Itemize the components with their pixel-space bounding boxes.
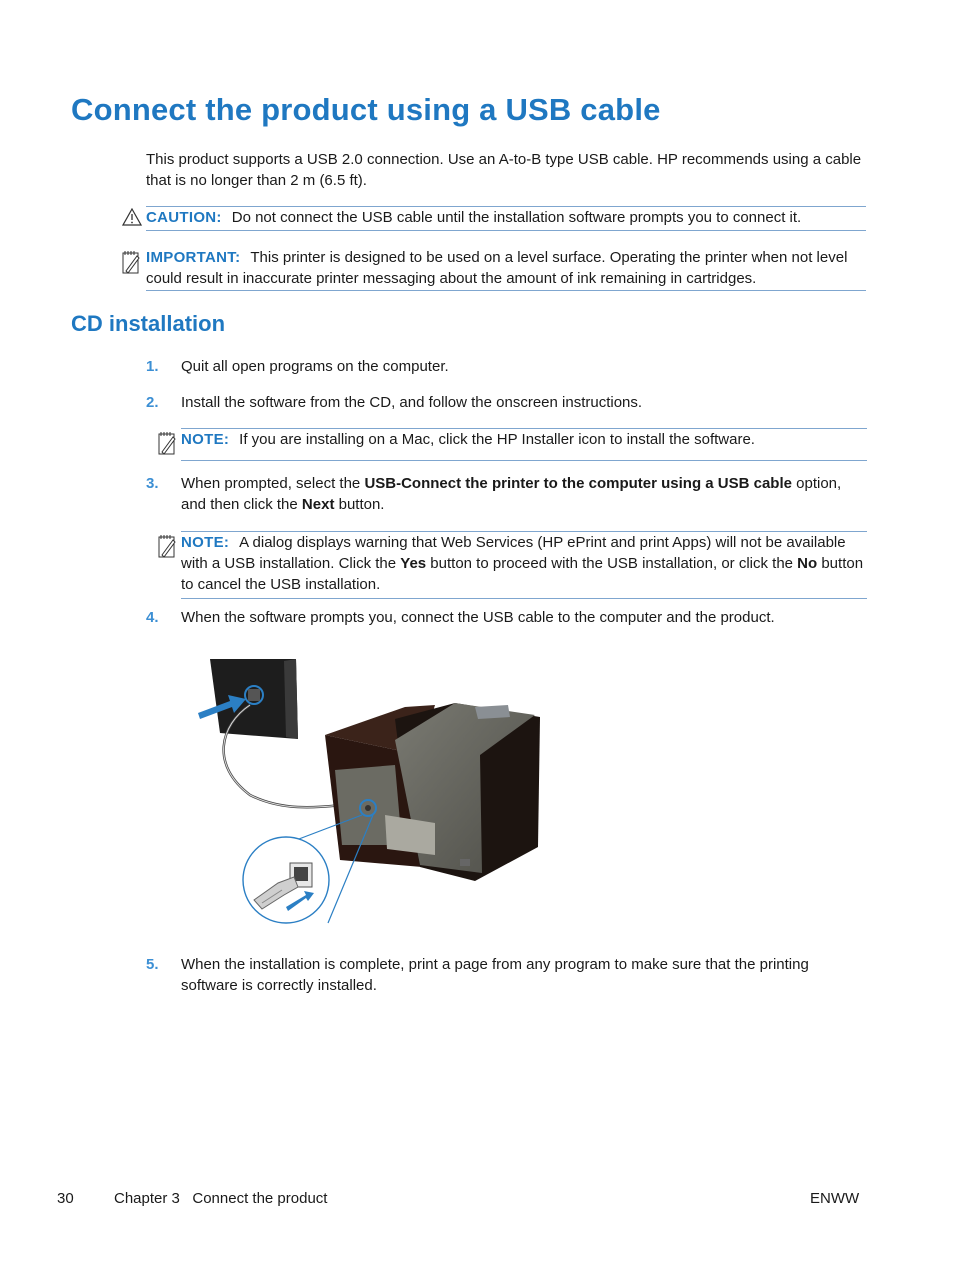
step-text: When the installation is complete, print a page from any program to make sure that the printing software is correctly installed. bbox=[181, 956, 809, 994]
step-text: When the software prompts you, connect the USB cable to the computer and the product. bbox=[181, 609, 775, 626]
note-icon bbox=[156, 533, 178, 559]
page-title: Connect the product using a USB cable bbox=[71, 92, 661, 127]
footer-locale: ENWW bbox=[810, 1190, 860, 1207]
step-number: 4. bbox=[146, 609, 159, 626]
step-number: 2. bbox=[146, 394, 159, 411]
caution-text: Do not connect the USB cable until the installation software prompts you to connect it. bbox=[231, 209, 802, 226]
step-text: When prompted, select the USB-Connect the printer to the computer using a USB cable option, and then click the Next button. bbox=[181, 475, 842, 513]
step-text: Quit all open programs on the computer. bbox=[181, 358, 449, 375]
note-icon bbox=[156, 430, 178, 456]
important-text: This printer is designed to be used on a level surface. Operating the printer when not level could result in inaccurate printer messaging about the amount of ink remaining in cartridges. bbox=[146, 249, 848, 287]
step-text: Install the software from the CD, and follow the onscreen instructions. bbox=[181, 394, 643, 411]
note-notice bbox=[181, 428, 867, 461]
page-number: 30 bbox=[57, 1190, 74, 1207]
caution-notice bbox=[146, 206, 866, 231]
intro-paragraph: This product supports a USB 2.0 connection. Use an A-to-B type USB cable. HP recommends using a cable that is no longer than 2 m (6.5 ft). bbox=[146, 151, 862, 189]
step-number: 5. bbox=[146, 956, 159, 973]
important-icon bbox=[120, 249, 142, 275]
usb-connection-illustration bbox=[190, 655, 550, 935]
note-text: If you are installing on a Mac, click the HP Installer icon to install the software. bbox=[239, 431, 755, 448]
footer-chapter: Chapter 3 Connect the product bbox=[114, 1190, 328, 1207]
note-label: NOTE: bbox=[181, 431, 230, 448]
important-notice bbox=[146, 247, 866, 291]
caution-icon bbox=[122, 208, 142, 226]
important-label: IMPORTANT: bbox=[146, 249, 241, 266]
section-heading: CD installation bbox=[71, 311, 226, 336]
step-number: 3. bbox=[146, 475, 159, 492]
step-number: 1. bbox=[146, 358, 159, 375]
note-notice: NOTE: A dialog displays warning that Web Services (HP ePrint and print Apps) will not be available with a USB installation. Click the Yes button to proceed with the USB installation, or click the No button to cancel the USB installation. bbox=[181, 531, 867, 599]
note-label: NOTE: bbox=[181, 534, 230, 551]
caution-label: CAUTION: bbox=[146, 209, 222, 226]
